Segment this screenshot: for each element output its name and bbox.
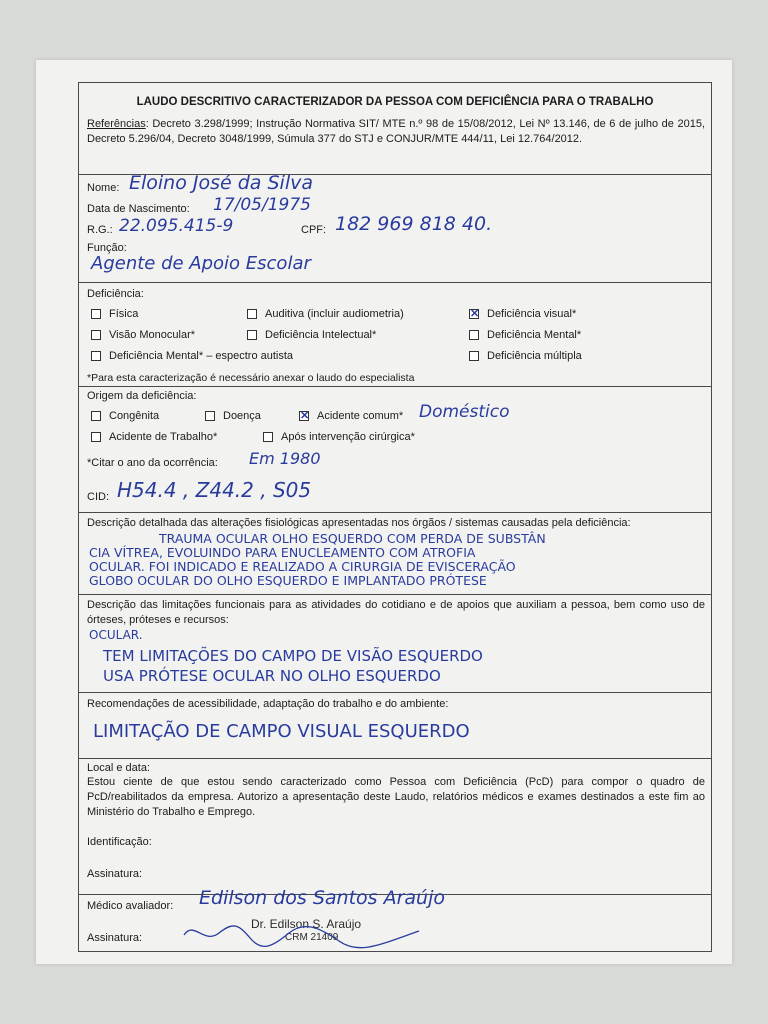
references-text [87,117,705,147]
descricao-line-2: CIA VÍTREA, EVOLUINDO PARA ENUCLEAMENTO COM ATROFIA [89,545,476,560]
checkbox-apos-intervencao[interactable] [263,432,273,442]
limitacoes-line-2: TEM LIMITAÇÕES DO CAMPO DE VISÃO ESQUERDO [103,647,483,665]
checkbox-visao-monocular[interactable] [91,330,101,340]
identificacao-label: Identificação: [87,836,152,848]
limitacoes-label: Descrição das limitações funcionais para as atividades do cotidiano e de apoios que auxiliam a pessoa, bem como uso de órteses, próteses e recursos: [87,599,705,626]
option-fisica: Física [109,308,139,320]
rg-value: 22.095.415-9 [119,216,234,236]
option-acidente-trabalho: Acidente de Trabalho* [109,431,218,443]
stamp-crm: CRM 21409 [285,932,339,943]
references-body: : Decreto 3.298/1999; Instrução Normativa SIT/ MTE n.º 98 de 15/08/2012, Lei Nº 13.146, de 6 de julho de 2015, Decreto 5.296/04, Decreto 3048/1999, Súmula 377 do STJ e CONJUR/MTE 444/11, Lei 12.764/2012. [87,118,705,145]
origem-label: Origem da deficiência: [87,390,197,402]
especialista-note: *Para esta caracterização é necessário anexar o laudo do especialista [87,372,415,384]
medico-assinatura-label: Assinatura: [87,932,143,944]
checkbox-acidente-comum[interactable] [299,411,309,421]
consent-text: Estou ciente de que estou sendo caracterizado como Pessoa com Deficiência (PcD) para compor o quadro de PcD/reabilitados da empresa. Autorizo a apresentação deste Laudo, relatórios médicos e exames destinados a este fim ao Ministério do Trabalho e Emprego. [87,776,705,818]
local-section [79,759,711,895]
local-label: Local e data: [87,762,150,774]
option-auditiva: Auditiva (incluir audiometria) [265,308,404,320]
checkbox-acidente-trabalho[interactable] [91,432,101,442]
descricao-line-4: GLOBO OCULAR DO OLHO ESQUERDO E IMPLANTADO PRÓTESE [89,573,487,588]
option-visao-monocular: Visão Monocular* [109,329,196,341]
recomendacoes-label: Recomendações de acessibilidade, adaptação do trabalho e do ambiente: [87,698,449,710]
ano-label: *Citar o ano da ocorrência: [87,457,218,469]
checkbox-auditiva[interactable] [247,309,257,319]
references-label: Referências [87,118,146,130]
checkbox-deficiencia-intelectual[interactable] [247,330,257,340]
descricao-line-1: TRAUMA OCULAR OLHO ESQUERDO COM PERDA DE SUBSTÂN [159,531,546,546]
laudo-form [78,82,712,952]
recomendacoes-section [79,693,711,759]
option-deficiencia-visual: Deficiência visual* [487,308,577,320]
origem-section [79,387,711,513]
name-value: Eloino José da Silva [129,172,313,194]
limitacoes-line-3: USA PRÓTESE OCULAR NO OLHO ESQUERDO [103,667,441,685]
dob-value: 17/05/1975 [213,195,311,215]
checkbox-deficiencia-multipla[interactable] [469,351,479,361]
personal-section [79,172,711,283]
descricao-line-3: OCULAR. FOI INDICADO E REALIZADO A CIRURGIA DE EVISCERAÇÃO [89,559,516,574]
signature-mark [179,915,429,951]
option-congenita: Congênita [109,410,160,422]
funcao-label: Função: [87,242,127,254]
form-title: LAUDO DESCRITIVO CARACTERIZADOR DA PESSOA COM DEFICIÊNCIA PARA O TRABALHO [136,96,654,108]
option-acidente-comum: Acidente comum* [317,410,404,422]
ano-value: Em 1980 [249,449,321,468]
option-deficiencia-mental: Deficiência Mental* [487,329,582,341]
option-doenca: Doença [223,410,261,422]
name-label: Nome: [87,182,120,194]
cid-label: CID: [87,491,109,503]
deficiencia-label: Deficiência: [87,288,144,300]
limitacoes-line-1: OCULAR. [89,628,143,642]
option-espectro-autista: Deficiência Mental* – espectro autista [109,350,294,362]
cpf-label: CPF: [301,224,327,236]
descricao-label: Descrição detalhada das alterações fisiológicas apresentadas nos órgãos / sistemas causadas pela deficiência: [87,517,631,529]
option-apos-intervencao: Após intervenção cirúrgica* [281,431,415,443]
option-deficiencia-intelectual: Deficiência Intelectual* [265,329,377,341]
checkbox-deficiencia-visual[interactable] [469,309,479,319]
checkbox-deficiencia-mental[interactable] [469,330,479,340]
checkbox-congenita[interactable] [91,411,101,421]
checkbox-espectro-autista[interactable] [91,351,101,361]
checkbox-fisica[interactable] [91,309,101,319]
medico-section [79,887,711,953]
checkbox-doenca[interactable] [205,411,215,421]
option-deficiencia-multipla: Deficiência múltipla [487,350,582,362]
cpf-value: 182 969 818 40. [335,213,493,235]
cid-value: H54.4 , Z44.2 , S05 [117,478,312,502]
dob-label: Data de Nascimento: [87,203,190,215]
header-section [79,83,711,175]
assinatura-label: Assinatura: [87,868,143,880]
funcao-value: Agente de Apoio Escolar [91,253,311,274]
rg-label: R.G.: [87,224,113,236]
descricao-section [79,513,711,595]
limitacoes-section [79,595,711,693]
deficiencia-section [79,283,711,387]
acidente-detail: Doméstico [419,402,510,422]
medico-value: Edilson dos Santos Araújo [199,887,446,909]
medico-label: Médico avaliador: [87,900,174,912]
recomendacoes-value: LIMITAÇÃO DE CAMPO VISUAL ESQUERDO [93,721,470,742]
stamp-name: Dr. Edilson S. Araújo [251,917,362,931]
